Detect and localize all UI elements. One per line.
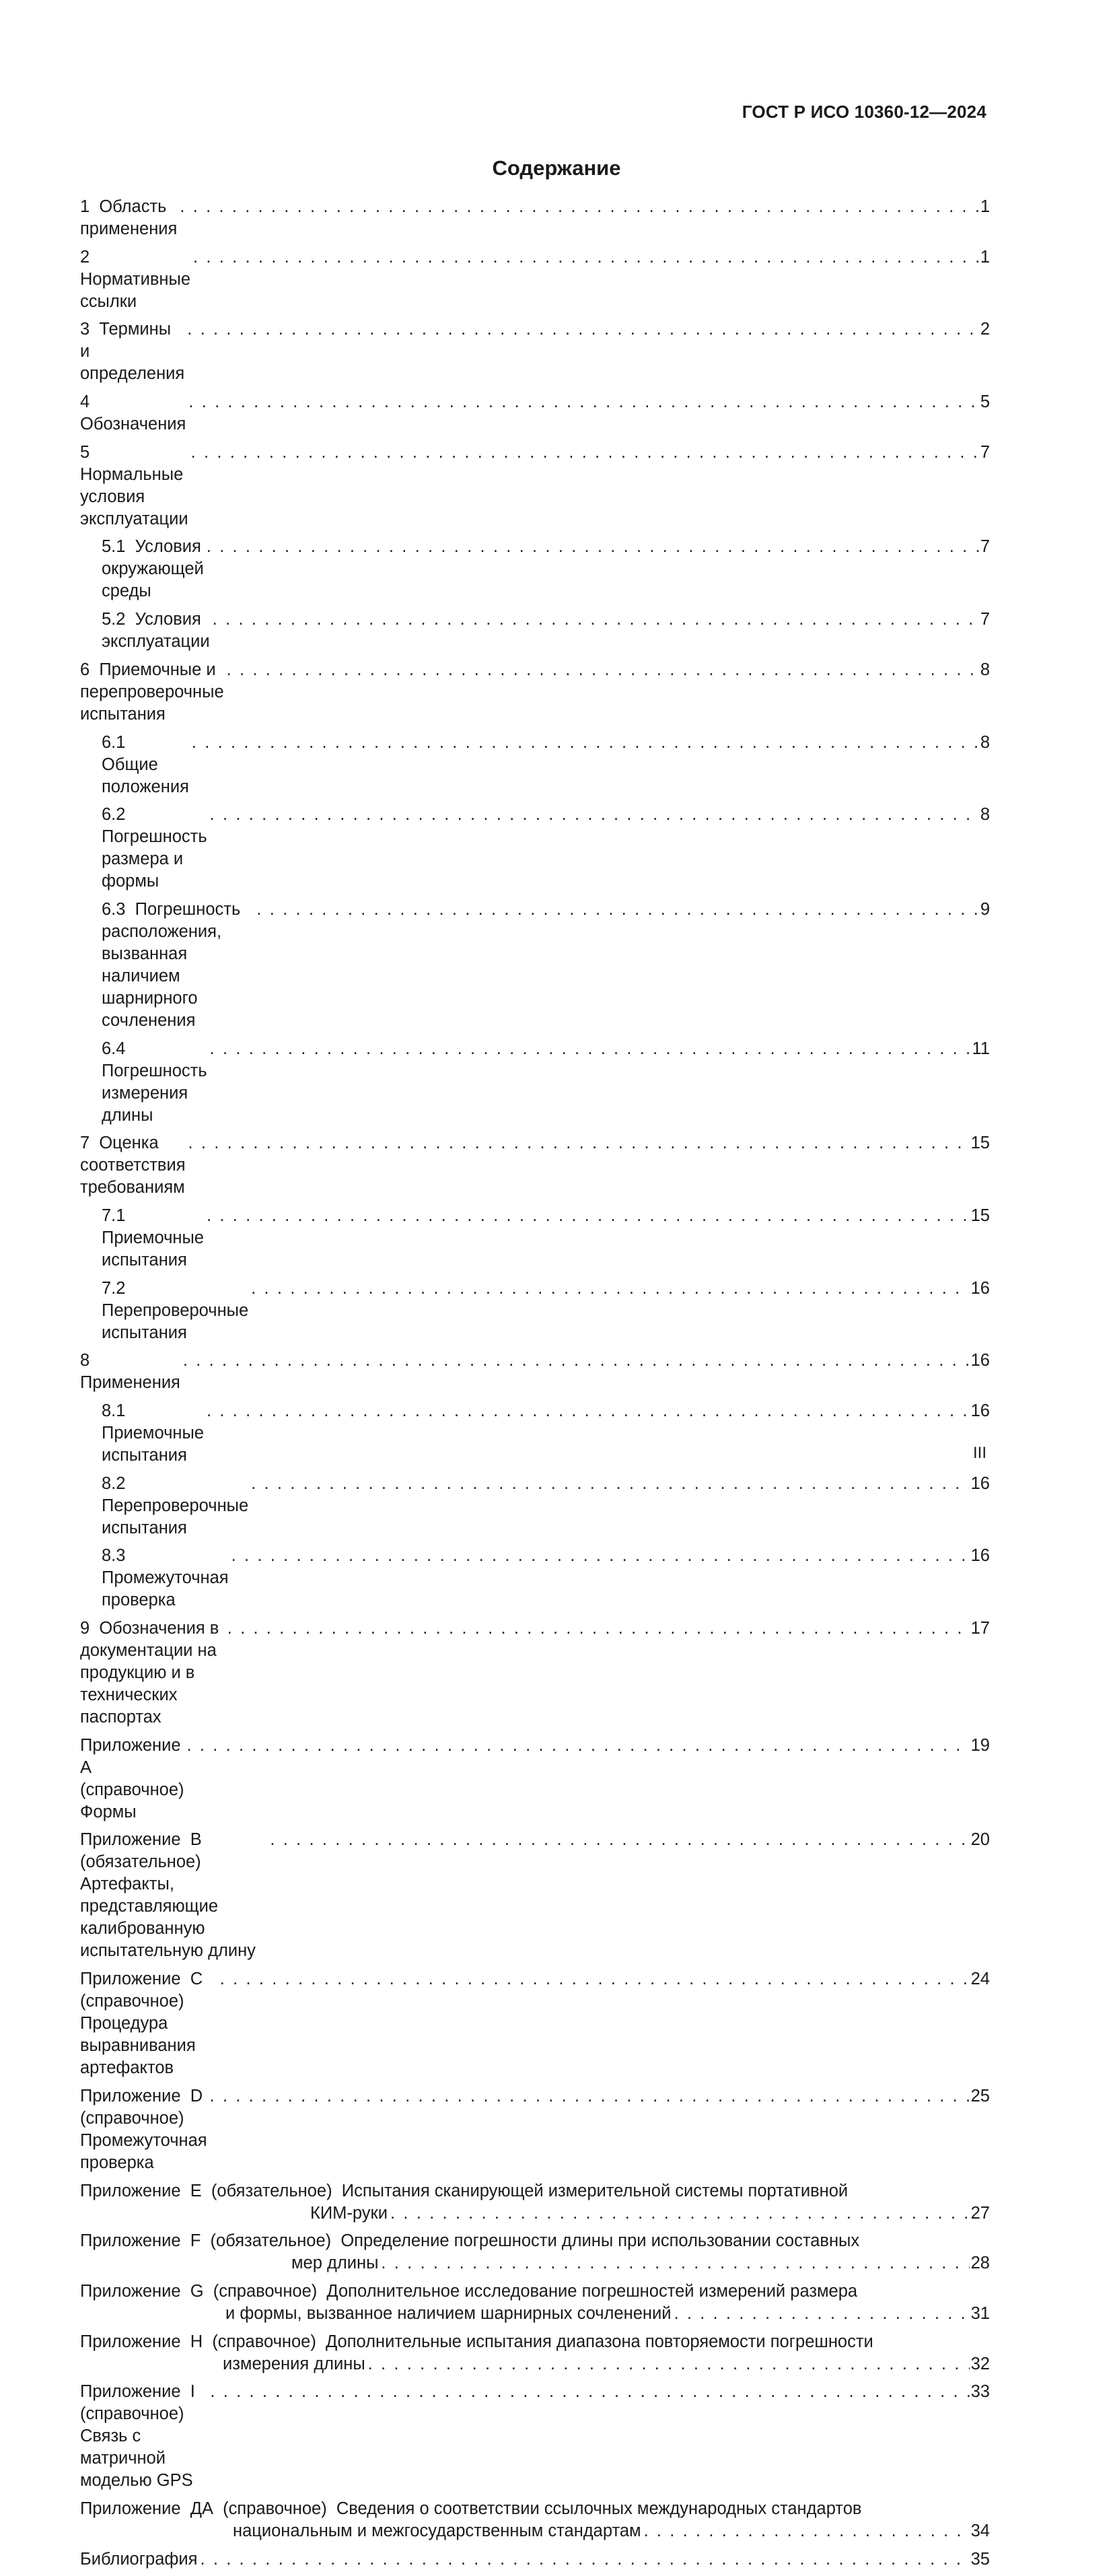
toc-entry-label: Приложение Е (обязательное) Испытания сканирующей измерительной системы портативной [80, 2181, 849, 2200]
toc-entry-continuation: и формы, вызванное наличием шарнирных сочленений [225, 2303, 672, 2323]
toc-entry-label: Приложение I (справочное) Связь с матричной моделью GPS [80, 2382, 205, 2491]
toc-entry-label: 5.1 Условия окружающей среды [102, 537, 209, 601]
toc-dot-leader [187, 1735, 970, 1757]
toc-entry[interactable] [80, 1132, 990, 1199]
toc-entry[interactable] [80, 318, 990, 385]
toc-entry-label: Приложение Н (справочное) Дополнительные испытания диапазона повторяемости погрешности [80, 2332, 873, 2351]
toc-subentry[interactable] [80, 804, 990, 893]
toc-dot-leader [187, 318, 979, 341]
toc-entry-page: 1 [980, 197, 990, 216]
toc-dot-leader [210, 2085, 970, 2108]
toc-subentry[interactable] [80, 608, 990, 653]
toc-entry-page: 1 [980, 247, 990, 267]
toc-dot-leader [368, 2353, 970, 2375]
toc-entry-label: 6.4 Погрешность измерения длины [102, 1039, 212, 1125]
toc-dot-leader [200, 2548, 969, 2571]
toc-dot-leader [210, 804, 979, 826]
toc-entry-label: 8.3 Промежуточная проверка [102, 1546, 234, 1610]
toc-entry-page: 8 [980, 660, 990, 679]
document-standard-number: ГОСТ Р ИСО 10360-12—2024 [742, 102, 986, 122]
toc-dot-leader [390, 2202, 970, 2225]
toc-entry-label: 7.1 Приемочные испытания [102, 1206, 209, 1269]
toc-entry-label: Приложение В (обязательное) Артефакты, представляющие калиброванную испытательную длину [80, 1830, 256, 1961]
toc-entry-label: Приложение ДА (справочное) Сведения о соответствии ссылочных международных стандартов [80, 2499, 862, 2518]
toc-entry-appendix[interactable] [80, 2230, 990, 2274]
toc-entry-page: 16 [970, 1546, 990, 1566]
toc-subentry[interactable] [80, 536, 990, 602]
toc-entry-page: 16 [970, 1278, 990, 1298]
toc-entry-page: 28 [970, 2254, 990, 2273]
toc-entry-page: 17 [970, 1619, 990, 1638]
toc-entry[interactable] [80, 1350, 990, 1394]
toc-entry-page: 11 [972, 1039, 990, 1058]
toc-entry-appendix[interactable] [80, 2331, 990, 2375]
toc-dot-leader [674, 2303, 969, 2325]
toc-entry-label: 6.3 Погрешность расположения, вызванная наличием шарнирного сочленения [102, 899, 246, 1030]
toc-entry-continuation: мер длины [291, 2254, 379, 2273]
toc-dot-leader [381, 2252, 969, 2274]
toc-entry-appendix[interactable] [80, 2281, 990, 2325]
toc-entry-appendix[interactable] [80, 2381, 990, 2492]
toc-dot-leader [207, 1400, 970, 1422]
toc-entry-page: 2 [980, 320, 990, 339]
toc-entry[interactable] [80, 1617, 990, 1729]
toc-dot-leader [213, 608, 979, 631]
toc-entry-label: 6.1 Общие положения [102, 732, 189, 796]
toc-subentry[interactable] [80, 1473, 990, 1539]
toc-entry-page: 8 [980, 732, 990, 752]
toc-dot-leader [256, 899, 978, 921]
toc-entry-label: 6.2 Погрешность размера и формы [102, 805, 212, 891]
toc-dot-leader [231, 1545, 970, 1567]
toc-entry[interactable] [80, 196, 990, 240]
toc-entry-page: 8 [980, 805, 990, 825]
toc-entry-page: 15 [970, 1206, 990, 1225]
toc-subentry[interactable] [80, 1545, 990, 1611]
toc-subentry[interactable] [80, 899, 990, 1032]
toc-entry-label: Приложение С (справочное) Процедура выравнивания артефактов [80, 1970, 213, 2078]
toc-entry[interactable] [80, 391, 990, 436]
page-title: Содержание [492, 156, 621, 180]
toc-entry-label: 4 Обозначения [80, 392, 186, 434]
toc-dot-leader [220, 1968, 970, 1990]
toc-dot-leader [188, 391, 978, 413]
toc-entry-page: 15 [970, 1134, 990, 1153]
toc-entry-page: 16 [970, 1351, 990, 1370]
toc-entry-bibliography[interactable] [80, 2548, 990, 2571]
toc-dot-leader [183, 1350, 970, 1372]
toc-dot-leader [193, 246, 979, 269]
toc-entry-label: 7 Оценка соответствия требованиям [80, 1134, 190, 1197]
toc-entry-page: 32 [970, 2354, 990, 2373]
toc-entry-page: 7 [980, 537, 990, 557]
toc-entry-page: 33 [970, 2382, 990, 2402]
toc-entry[interactable] [80, 659, 990, 726]
toc-subentry[interactable] [80, 1038, 990, 1127]
toc-dot-leader [251, 1278, 969, 1300]
toc-entry-page: 5 [980, 392, 990, 412]
toc-entry-appendix[interactable] [80, 1735, 990, 1823]
toc-entry-page: 19 [970, 1735, 990, 1755]
toc-dot-leader [210, 2381, 969, 2403]
table-of-contents [80, 196, 990, 2576]
toc-entry-label: 6 Приемочные и перепроверочные испытания [80, 660, 229, 724]
toc-entry-label: 8.2 Перепроверочные испытания [102, 1473, 254, 1537]
toc-entry-appendix[interactable] [80, 2085, 990, 2174]
toc-dot-leader [227, 659, 979, 681]
page-number: III [972, 1444, 986, 1462]
toc-entry-continuation: национальным и межгосударственным стандартам [233, 2521, 641, 2540]
toc-entry-page: 34 [970, 2521, 990, 2540]
toc-entry-label: Приложение G (справочное) Дополнительное исследование погрешностей измерений размера [80, 2281, 858, 2301]
toc-subentry[interactable] [80, 1205, 990, 1272]
toc-entry-label: 5 Нормальные условия эксплуатации [80, 442, 188, 528]
toc-entry-page: 16 [970, 1401, 990, 1420]
toc-entry-label: Приложение D (справочное) Промежуточная проверка [80, 2086, 213, 2172]
toc-entry[interactable] [80, 246, 990, 313]
toc-entry-page: 9 [980, 899, 990, 919]
toc-entry-label: 1 Область применения [80, 197, 178, 238]
toc-dot-leader [251, 1473, 969, 1495]
toc-dot-leader [644, 2520, 970, 2542]
toc-entry-page: 35 [970, 2549, 990, 2569]
toc-entry-appendix[interactable] [80, 1829, 990, 1962]
toc-dot-leader [270, 1829, 969, 1851]
toc-entry-page: 16 [970, 1473, 990, 1493]
toc-dot-leader [192, 732, 979, 754]
toc-dot-leader [188, 1132, 970, 1154]
toc-dot-leader [180, 196, 978, 218]
toc-entry-label: 8.1 Приемочные испытания [102, 1401, 209, 1465]
toc-entry-page: 25 [970, 2086, 990, 2105]
toc-entry-appendix[interactable] [80, 1968, 990, 2079]
toc-entry-label: 2 Нормативные ссылки [80, 247, 196, 311]
toc-dot-leader [207, 536, 979, 558]
toc-subentry[interactable] [80, 732, 990, 798]
toc-dot-leader [207, 1205, 970, 1227]
toc-entry-page: 20 [970, 1830, 990, 1850]
toc-dot-leader [210, 1038, 971, 1060]
toc-entry-label: Приложение F (обязательное) Определение погрешности длины при использовании составных [80, 2231, 860, 2251]
toc-entry-continuation: КИМ-руки [310, 2203, 388, 2223]
toc-entry-label: 7.2 Перепроверочные испытания [102, 1278, 254, 1342]
toc-entry-label: 8 Применения [80, 1351, 180, 1393]
toc-entry-page: 27 [970, 2203, 990, 2223]
toc-entry-label: 9 Обозначения в документации на продукцию и в технических паспортах [80, 1619, 224, 1727]
toc-dot-leader [227, 1617, 970, 1640]
toc-entry-label: 3 Термины и определения [80, 320, 185, 384]
toc-entry-label: Приложение А (справочное) Формы [80, 1735, 194, 1821]
toc-entry-appendix[interactable] [80, 2180, 990, 2225]
toc-subentry[interactable] [80, 1400, 990, 1467]
toc-dot-leader [191, 442, 979, 464]
toc-entry[interactable] [80, 442, 990, 530]
toc-entry-appendix[interactable] [80, 2498, 990, 2542]
toc-subentry[interactable] [80, 1278, 990, 1344]
toc-entry-continuation: измерения длины [223, 2354, 365, 2373]
toc-entry-page: 31 [970, 2303, 990, 2323]
toc-entry-page: 24 [970, 1970, 990, 1989]
toc-entry-label: Библиография [80, 2549, 198, 2569]
toc-entry-label: 5.2 Условия эксплуатации [102, 610, 210, 652]
toc-entry-page: 7 [980, 442, 990, 462]
toc-entry-page: 7 [980, 610, 990, 629]
